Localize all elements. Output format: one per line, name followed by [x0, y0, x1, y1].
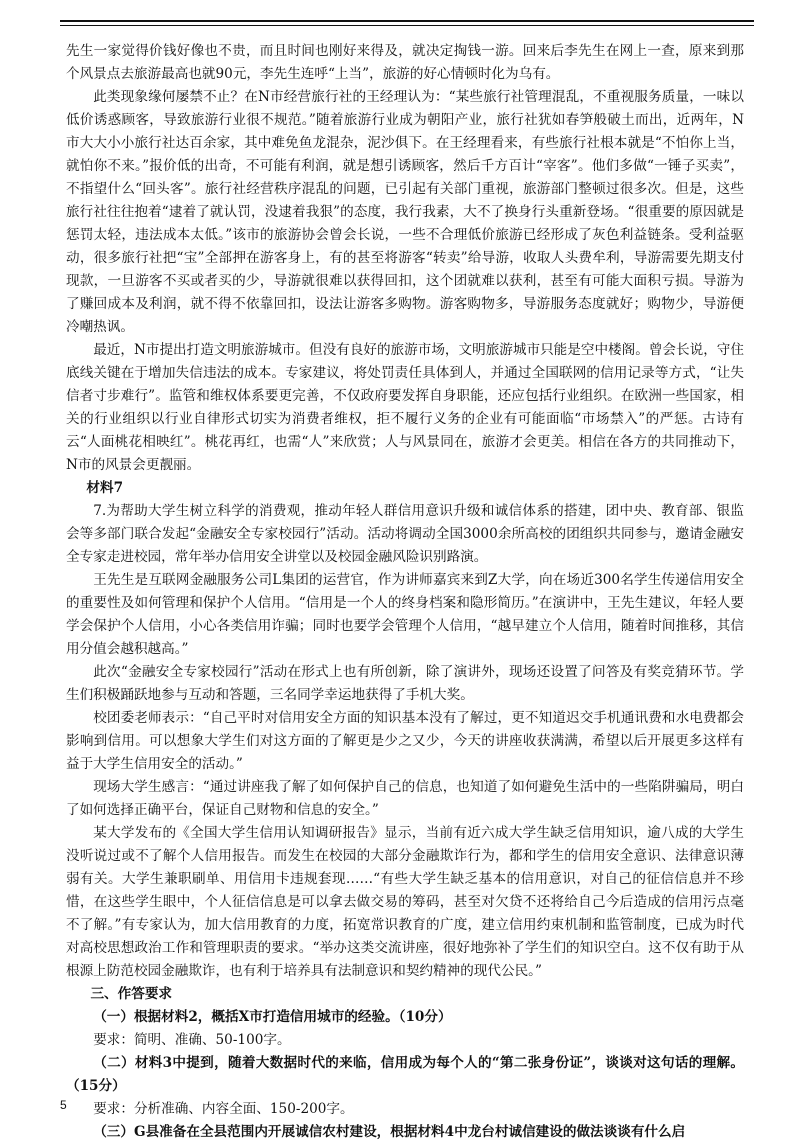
header-rule	[60, 20, 754, 22]
paragraph-credit-report: 某大学发布的《全国大学生信用认知调研报告》显示，当前有近六成大学生缺乏信用知识，逾八成的大学生没听说过或不了解个人信用报告。而发生在校园的大部分金融欺诈行为，都和学生的信用安全意识、法律意识薄弱有关。大学生兼职刷单、用信用卡违规套现……“有些大学生缺乏基本的信用意识，对自己的征信信息并不珍惜，在这些学生眼中，个人征信信息是可以拿去做交易的筹码，甚至对欠贷不还将给自己今后造成的信用污点毫不了解。”有专家认为，加大信用教育的力度，拓宽常识教育的广度，建立信用约束机制和监管制度，已成为时代对高校思想政治工作和管理职责的要求。“举办这类交流讲座，很好地弥补了学生们的知识空白。这不仅有助于从根源上防范校园金融欺诈，也有利于培养具有法制意识和契约精神的现代公民。”	[66, 825, 744, 979]
paragraph-teacher-quote: 校团委老师表示：“自己平时对信用安全方面的知识基本没有了解过，更不知道迟交手机通讯费和水电费都会影响到信用。可以想象大学生们对这方面的了解更是少之又少，今天的讲座收获满满，希望以后开展更多这样有益于大学生信用安全的活动。”	[66, 710, 744, 772]
paragraph-campaign-intro: 7.为帮助大学生树立科学的消费观，推动年轻人群信用意识升级和诚信体系的搭建，团中央、教育部、银监会等多部门联合发起“金融安全专家校园行”活动。活动将调动全国3000余所高校的团组织共同参与，邀请金融安全专家走进校园，常年举办信用安全讲堂以及校园金融风险识别路演。	[66, 503, 744, 565]
paragraph-manager-view: 此类现象缘何屡禁不止？在N市经营旅行社的王经理认为：“某些旅行社管理混乱，不重视服务质量，一味以低价诱惑顾客，导致旅游行业很不规范。”随着旅游行业成为朝阳产业，旅行社犹如春笋般破土而出，近两年，N市大大小小旅行社达百余家，其中难免鱼龙混杂，泥沙俱下。在王经理看来，有些旅行社根本就是“不怕你上当，就怕你不来。”报价低的出奇，不可能有利润，就是想引诱顾客，然后千方百计“宰客”。他们多做“一锤子买卖”，不指望什么“回头客”。旅行社经营秩序混乱的问题，已引起有关部门重视，旅游部门整顿过很多次。但是，这些旅行社往往抱着“逮着了就认罚，没逮着我狠”的态度，我行我素，大不了换身行头重新登场。“很重要的原因就是惩罚太轻，违法成本太低。”该市的旅游协会曾会长说，一些不合理低价旅游已经形成了灰色利益链条。受利益驱动，很多旅行社把“宝”全部押在游客身上，有的甚至将游客“转卖”给导游，收取人头费牟利，导游需要先期支付现款，一旦游客不买或者买的少，导游就很难以获得回扣，这个团就难以获利，甚至有可能大面积亏损。导游为了赚回成本及利润，就不得不依靠回扣，设法让游客多购物。游客购物多，导游服务态度就好；购物少，导游便冷嘲热讽。	[66, 89, 744, 335]
question-2-requirement: 要求：分析准确、内容全面、150-200字。	[93, 1101, 354, 1117]
question-2: （二）材料3中提到，随着大数据时代的来临，信用成为每个人的“第二张身份证”，谈谈对这句话的理解。（15分）	[66, 1055, 744, 1094]
paragraph-event-format: 此次“金融安全专家校园行”活动在形式上也有所创新，除了演讲外，现场还设置了问答及有奖竞猜环节。学生们积极踊跃地参与互动和答题，三名同学幸运地获得了手机大奖。	[66, 664, 744, 703]
paragraph-tour-story-end: 先生一家觉得价钱好像也不贵，而且时间也刚好来得及，就决定掏钱一游。回来后李先生在网上一查，原来到那个风景点去旅游最高也就90元，李先生连呼“上当”，旅游的好心情顿时化为乌有。	[66, 43, 744, 82]
question-1-requirement: 要求：简明、准确、50-100字。	[93, 1032, 291, 1048]
header-rule-thin	[60, 25, 754, 26]
paragraph-civilized-tourism: 最近，N市提出打造文明旅游城市。但没有良好的旅游市场，文明旅游城市只能是空中楼阁。曾会长说，守住底线关键在于增加失信违法的成本。专家建议，将处罚责任具体到人，并通过全国联网的信用记录等方式，“让失信者寸步难行”。监管和维权体系要更完善，不仅政府要发挥自身职能，还应包括行业组织。在欧洲一些国家，相关的行业组织以行业自律形式切实为消费者维权，拒不履行义务的企业有可能面临“市场禁入”的严惩。古诗有云“人面桃花相映红”。桃花再红，也需“人”来欣赏；人与风景同在，旅游才会更美。相信在各方的共同推动下，N市的风景会更靓丽。	[66, 342, 744, 473]
page-content	[66, 40, 744, 1144]
page-number: 5	[60, 1098, 67, 1112]
material-7-label: 材料7	[86, 480, 124, 496]
paragraph-speaker-wang: 王先生是互联网金融服务公司L集团的运营官，作为讲师嘉宾来到Z大学，向在场近300名学生传递信用安全的重要性及如何管理和保护个人信用。“信用是一个人的终身档案和隐形简历。”在演讲中，王先生建议，年轻人要学会保护个人信用，小心各类信用诈骗；同时也要学会管理个人信用，“越早建立个人信用，随着时间推移，其信用分值会越积越高。”	[66, 572, 744, 657]
section-heading: 三、作答要求	[90, 986, 173, 1002]
paragraph-student-quote: 现场大学生感言：“通过讲座我了解了如何保护自己的信息，也知道了如何避免生活中的一些陷阱骗局，明白了如何选择正确平台，保证自己财物和信息的安全。”	[66, 779, 744, 818]
question-1: （一）根据材料2，概括X市打造信用城市的经验。（10分）	[93, 1009, 452, 1025]
question-3: （三）G县准备在全县范围内开展诚信农村建设，根据材料4中龙台村诚信建设的做法谈谈有什么启	[93, 1124, 686, 1140]
